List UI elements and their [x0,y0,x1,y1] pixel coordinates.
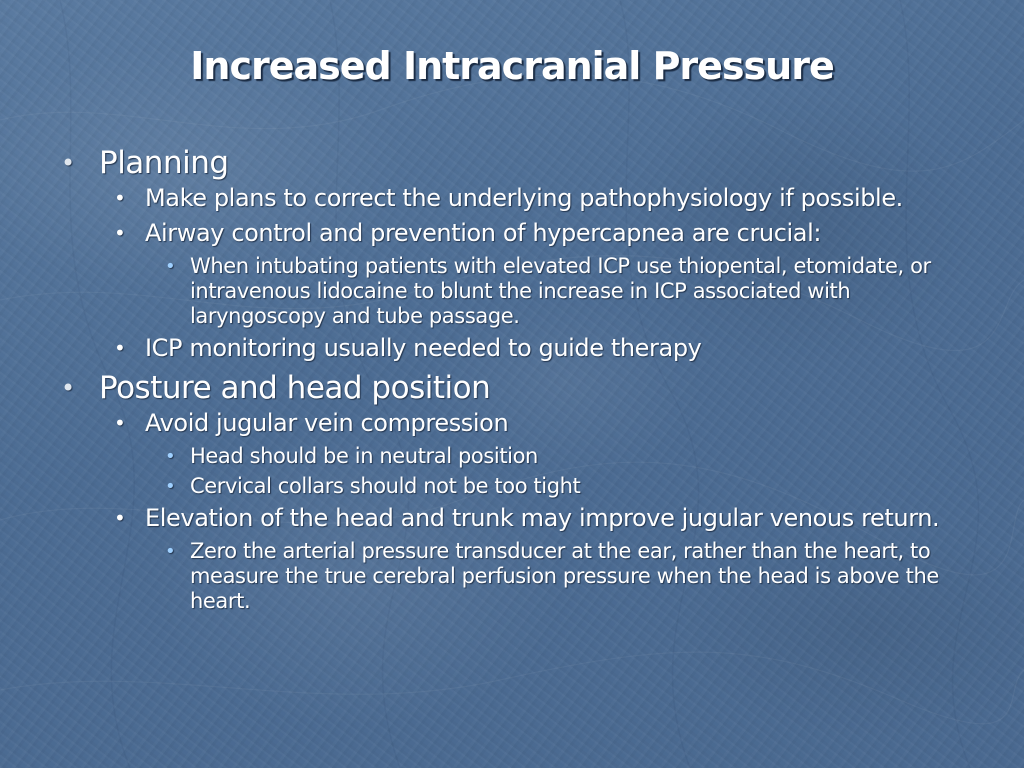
bullet-icon: • [114,411,126,435]
section-heading: Planning [99,145,229,181]
bullet-text: Head should be in neutral position [190,444,538,468]
bullet-icon: • [165,446,176,467]
bullet-icon: • [165,476,176,497]
sub-bullet [114,334,978,362]
bullet-icon: • [165,256,176,277]
bullet-icon: • [61,374,75,402]
bullet-text: Airway control and prevention of hypercapnea are crucial: [145,219,822,247]
sub-bullet [114,184,978,212]
bullet-icon: • [114,221,126,245]
bullet-planning [58,144,978,182]
bullet-icon: • [114,186,126,210]
bullet-posture [58,369,978,407]
section-heading: Posture and head position [99,370,491,406]
slide-title: Increased Intracranial Pressure [190,44,834,88]
bullet-text: Zero the arterial pressure transducer at the ear, rather than the heart, to measure the true cerebral perfusion pressure when the head is above the heart. [190,539,939,613]
bullet-text: ICP monitoring usually needed to guide therapy [145,334,702,362]
sub-bullet [114,504,978,532]
bullet-icon: • [114,336,126,360]
bullet-text: Make plans to correct the underlying pathophysiology if possible. [145,184,903,212]
bullet-text: When intubating patients with elevated ICP use thiopental, etomidate, or intravenous lidocaine to blunt the increase in ICP associated with laryngoscopy and tube passage. [190,254,931,328]
bullet-icon: • [165,541,176,562]
sub-bullet [114,409,978,437]
sub-sub-bullet [165,444,978,469]
bullet-text: Cervical collars should not be too tight [190,474,581,498]
bullet-text: Elevation of the head and trunk may improve jugular venous return. [145,504,940,532]
sub-bullet [114,219,978,247]
bullet-icon: • [114,506,126,530]
sub-sub-bullet [165,254,978,329]
slide-body [58,144,978,619]
sub-sub-bullet [165,474,978,499]
bullet-icon: • [61,149,75,177]
bullet-text: Avoid jugular vein compression [145,409,509,437]
sub-sub-bullet [165,539,978,614]
